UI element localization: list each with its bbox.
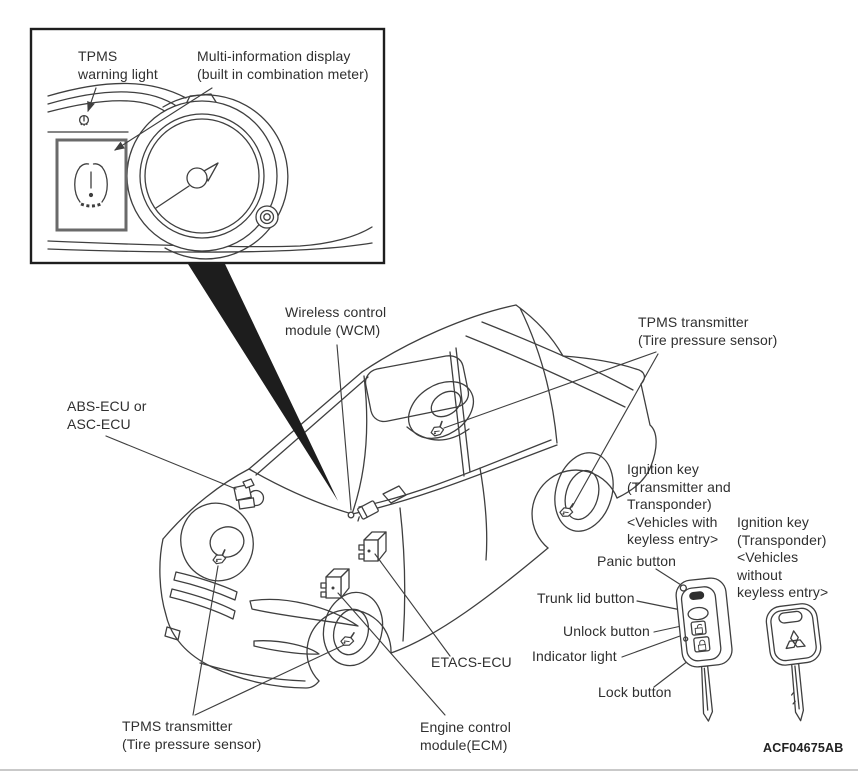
- tpms-sensor-front-left: [340, 633, 356, 647]
- label-line: ASC-ECU: [67, 415, 131, 432]
- abs-leader-line: [106, 436, 236, 489]
- label-line: (Transponder): [737, 531, 827, 548]
- etacs-leader-line: [375, 554, 450, 656]
- tpms-front-leader-line-2: [195, 645, 344, 715]
- transponder-key: [765, 602, 830, 723]
- tpms-transmitter-front-label: [122, 718, 261, 753]
- car-headlight: [250, 599, 358, 626]
- wcm-label: [285, 304, 386, 339]
- label-line: Wireless control: [285, 304, 387, 320]
- car-rocker: [391, 548, 548, 653]
- rear-right-wheel-hub: [427, 386, 466, 422]
- ecm-component: [321, 569, 349, 598]
- label-line: (Tire pressure sensor): [638, 331, 778, 348]
- label-line: TPMS: [78, 48, 118, 64]
- trip-reset-knob: [256, 206, 278, 228]
- car-fog-light: [254, 641, 319, 654]
- label-line: Transponder): [627, 496, 712, 512]
- label-line: module(ECM): [420, 736, 508, 753]
- car-beltline: [352, 445, 557, 514]
- keyless-remote-key: [675, 577, 740, 723]
- label-line: (Transmitter and: [627, 478, 731, 495]
- car-front-bumper: [160, 539, 319, 688]
- label-line: warning light: [78, 65, 158, 82]
- tpms-warning-light-label: [78, 48, 158, 83]
- car-rear-window: [516, 305, 563, 356]
- label-line: (Tire pressure sensor): [122, 735, 262, 752]
- abs-ecu-component: [234, 479, 264, 509]
- label-line: Multi-information display: [197, 48, 351, 64]
- label-line: without: [737, 566, 783, 583]
- car-grille-upper: [174, 572, 237, 600]
- car-cowl: [249, 469, 352, 514]
- car-rear-wheel-arch: [532, 470, 617, 548]
- label-line: Engine control: [420, 719, 511, 735]
- car-bumper-crease: [200, 663, 305, 681]
- car-beltline-inner: [359, 440, 551, 507]
- car-windshield-edge: [352, 376, 367, 514]
- car-c-pillar: [520, 308, 557, 443]
- label-line: <Vehicles with: [627, 513, 718, 530]
- label-line: TPMS transmitter: [638, 314, 749, 330]
- gauge-needle-hub: [187, 168, 207, 188]
- car-front-door-line: [400, 508, 405, 641]
- lock-button-label: Lock button: [598, 684, 672, 700]
- label-line: <Vehicles: [737, 549, 799, 565]
- figure-code: ACF04675AB: [763, 741, 844, 755]
- ignition-key-keyless-label: [627, 461, 731, 549]
- etacs-ecu-component: [359, 532, 386, 561]
- car-sunroof: [366, 356, 469, 422]
- inset-pointer-wedge: [188, 264, 338, 501]
- front-right-wheel-hub: [207, 523, 248, 561]
- trunk-lid-button-label: Trunk lid button: [537, 590, 635, 606]
- label-line: Ignition key: [737, 514, 810, 530]
- car-b-pillar: [450, 352, 464, 476]
- etacs-ecu-label: ETACS-ECU: [431, 654, 512, 670]
- abs-ecu-label: [67, 398, 147, 433]
- label-line: Ignition key: [627, 461, 700, 477]
- tpms-sensor-rear-right: [429, 422, 447, 438]
- transponder-key-hole: [778, 611, 802, 624]
- car-deck-spoiler-line: [482, 322, 633, 390]
- car-grille-lower: [170, 589, 235, 619]
- label-line: (built in combination meter): [197, 65, 369, 82]
- rear-left-wheel-outline: [546, 446, 622, 538]
- wcm-leader-line: [337, 345, 351, 510]
- ignition-key-transponder-label: [737, 514, 828, 602]
- indicator-light-label: Indicator light: [532, 648, 617, 664]
- panic-button-label: Panic button: [597, 553, 677, 569]
- ecm-label: [420, 719, 511, 754]
- tpms-transmitter-rear-label: [638, 314, 777, 349]
- label-line: TPMS transmitter: [122, 718, 233, 734]
- label-line: keyless entry>: [737, 584, 829, 600]
- lock-button: [694, 637, 710, 652]
- car-rear-door-line: [480, 468, 487, 560]
- label-line: ABS-ECU or: [67, 398, 147, 414]
- tpms-rear-leader-line-1: [444, 352, 656, 428]
- front-left-wheel-outline: [316, 586, 390, 672]
- multi-info-display-label: [197, 48, 369, 83]
- label-line: module (WCM): [285, 321, 381, 338]
- label-line: keyless entry>: [627, 531, 719, 547]
- unlock-button: [691, 621, 706, 635]
- car-trunk-lip: [636, 369, 644, 384]
- unlock-button-label: Unlock button: [563, 623, 650, 639]
